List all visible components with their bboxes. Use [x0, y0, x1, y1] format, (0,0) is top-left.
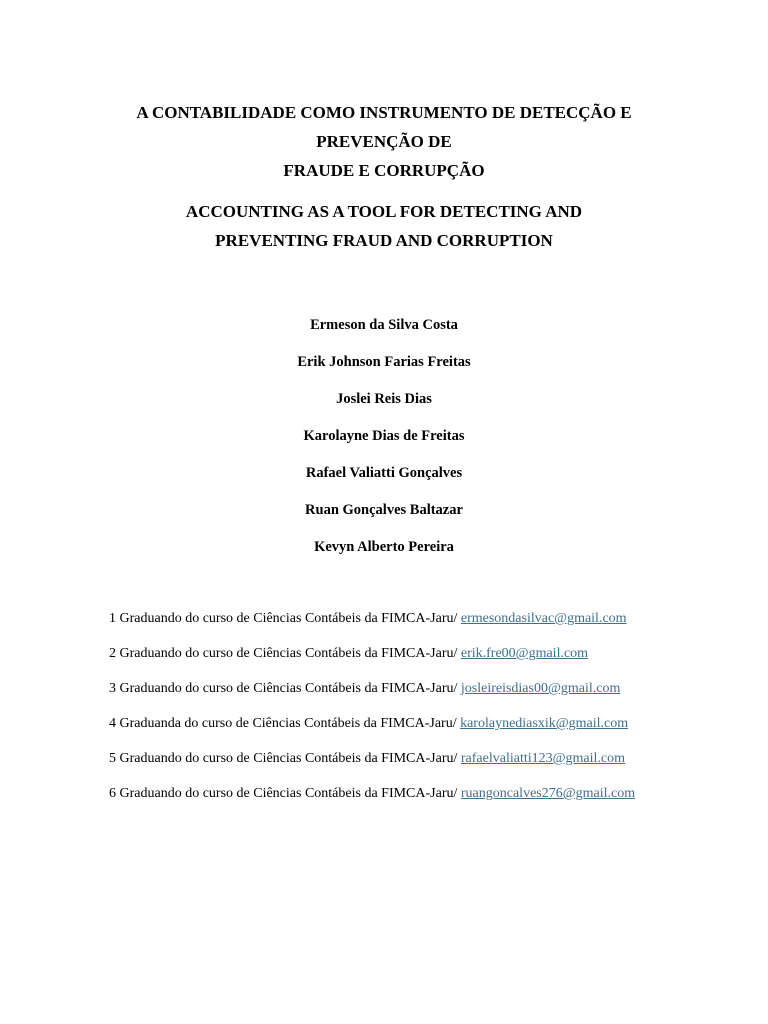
- author-name: Ermeson da Silva Costa: [310, 317, 458, 333]
- email-link[interactable]: ruangoncalves276@gmail.com: [460, 786, 636, 801]
- title-en-line-2: PREVENTING FRAUD AND CORRUPTION: [215, 231, 553, 250]
- affiliation-item: [109, 749, 749, 784]
- title-pt-line-3: FRAUDE E CORRUPÇÃO: [283, 161, 485, 180]
- title-pt-line-1: A CONTABILIDADE COMO INSTRUMENTO DE DETECÇÃO E: [136, 103, 632, 122]
- title-english: [0, 197, 768, 255]
- affiliation-text: 5 Graduando do curso de Ciências Contábeis da FIMCA-Jaru/: [109, 751, 461, 766]
- author-name: Kevyn Alberto Pereira: [314, 539, 454, 555]
- email-link[interactable]: ermesondasilvac@gmail.com: [460, 611, 627, 626]
- affiliation-text: 3 Graduando do curso de Ciências Contábeis da FIMCA-Jaru/: [109, 681, 461, 696]
- affiliation-item: [109, 784, 749, 819]
- email-link[interactable]: josleireisdias00@gmail.com: [460, 681, 621, 696]
- title-portuguese: [0, 98, 768, 185]
- author-name: Ruan Gonçalves Baltazar: [305, 502, 463, 518]
- affiliation-item: [109, 714, 749, 749]
- email-link[interactable]: rafaelvaliatti123@gmail.com: [460, 751, 625, 766]
- author-name: Joslei Reis Dias: [336, 391, 432, 407]
- affiliation-item: [109, 644, 749, 679]
- author-name: Rafael Valiatti Gonçalves: [305, 465, 463, 481]
- affiliation-list: [109, 609, 749, 819]
- affiliation-text: 4 Graduanda do curso de Ciências Contábeis da FIMCA-Jaru/: [109, 716, 461, 731]
- email-link[interactable]: erik.fre00@gmail.com: [460, 646, 589, 661]
- author-name: Erik Johnson Farias Freitas: [297, 354, 471, 370]
- title-en-line-1: ACCOUNTING AS A TOOL FOR DETECTING AND: [185, 202, 583, 221]
- email-link[interactable]: karolaynediasxik@gmail.com: [460, 716, 629, 731]
- affiliation-text: 1 Graduando do curso de Ciências Contábeis da FIMCA-Jaru/: [109, 611, 461, 626]
- affiliation-text: 6 Graduando do curso de Ciências Contábeis da FIMCA-Jaru/: [109, 786, 461, 801]
- affiliation-item: [109, 609, 749, 644]
- affiliation-item: [109, 679, 749, 714]
- author-list: [0, 315, 768, 574]
- author-name: Karolayne Dias de Freitas: [303, 428, 465, 444]
- affiliation-text: 2 Graduando do curso de Ciências Contábeis da FIMCA-Jaru/: [109, 646, 461, 661]
- title-pt-line-2: PREVENÇÃO DE: [316, 132, 452, 151]
